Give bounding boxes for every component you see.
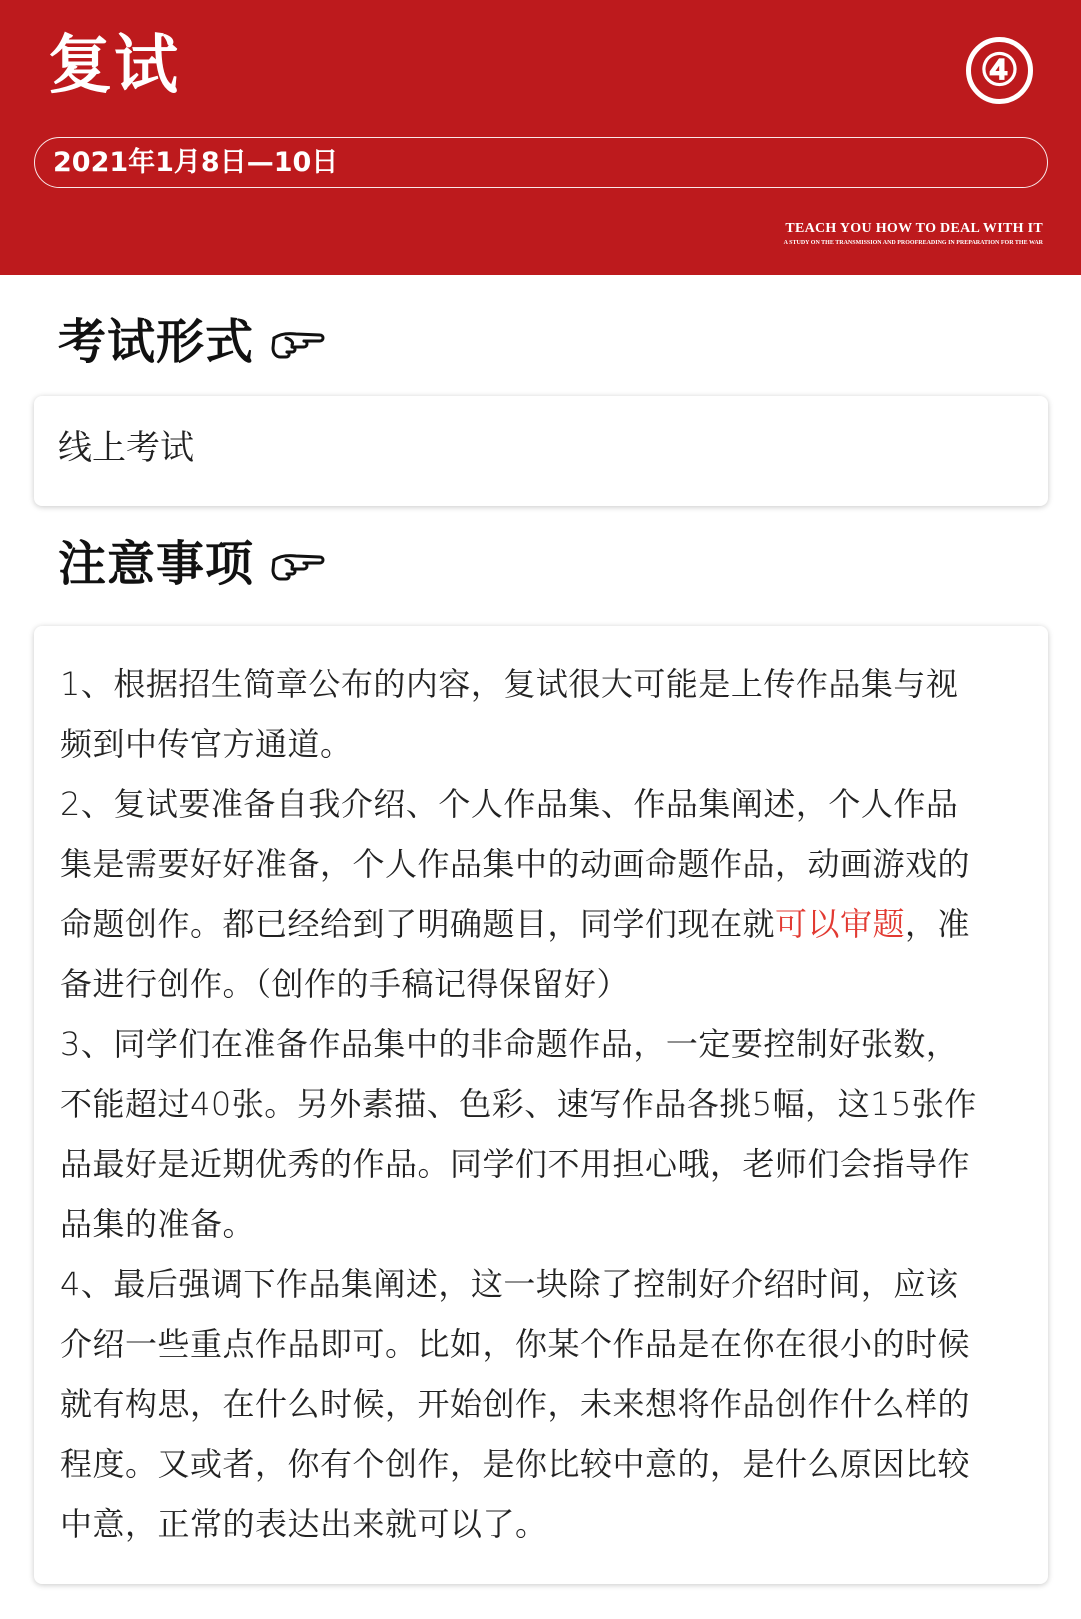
note-item-2-text-after: ，准备进行创作。（创作的手稿记得保留好）	[60, 905, 971, 1003]
note-item-4: 4、最后强调下作品集阐述，这一块除了控制好介绍时间，应该介绍一些重点作品即可。比如，你某个作品是在你在很小的时候就有构思，在什么时候，开始创作，未来想将作品创作什么样的程度。又或者，你有个创作，是你比较中意的，是什么原因比较中意，正常的表达出来就可以了。	[60, 1265, 971, 1543]
pointing-hand-icon	[270, 324, 326, 360]
notes-card	[34, 626, 1048, 1584]
tagline-sub: A STUDY ON THE TRANSMISSION AND PROOFREADING IN PREPARATION FOR THE WAR	[783, 240, 1043, 246]
note-item-3: 3、同学们在准备作品集中的非命题作品，一定要控制好张数，不能超过40张。另外素描、色彩、速写作品各挑5幅，这15张作品最好是近期优秀的作品。同学们不用担心哦，老师们会指导作品集的准备。	[60, 1025, 977, 1243]
exam-form-heading	[58, 314, 326, 370]
note-item-2-highlight: 可以审题	[775, 905, 906, 943]
exam-form-content: 线上考试	[58, 428, 194, 468]
pointing-hand-icon	[270, 546, 326, 582]
date-pill	[34, 137, 1048, 188]
note-item-1: 1、根据招生简章公布的内容，复试很大可能是上传作品集与视频到中传官方通道。	[60, 665, 959, 763]
header-banner	[0, 0, 1081, 275]
page-title: 复试	[48, 29, 180, 103]
note-item-2-text-before: 2、复试要准备自我介绍、个人作品集、作品集阐述，个人作品集是需要好好准备，个人作品集中的动画命题作品，动画游戏的命题创作。都已经给到了明确题目，同学们现在就	[60, 785, 971, 943]
notes-heading	[58, 536, 326, 592]
exam-form-heading-text: 考试形式	[58, 314, 255, 370]
step-number-badge: ④	[966, 37, 1033, 104]
exam-form-card	[34, 396, 1048, 506]
tagline-main: TEACH YOU HOW TO DEAL WITH IT	[785, 221, 1043, 236]
exam-date: 2021年1月8日—10日	[53, 147, 339, 178]
notes-heading-text: 注意事项	[58, 536, 255, 592]
note-item-2	[60, 774, 990, 1014]
